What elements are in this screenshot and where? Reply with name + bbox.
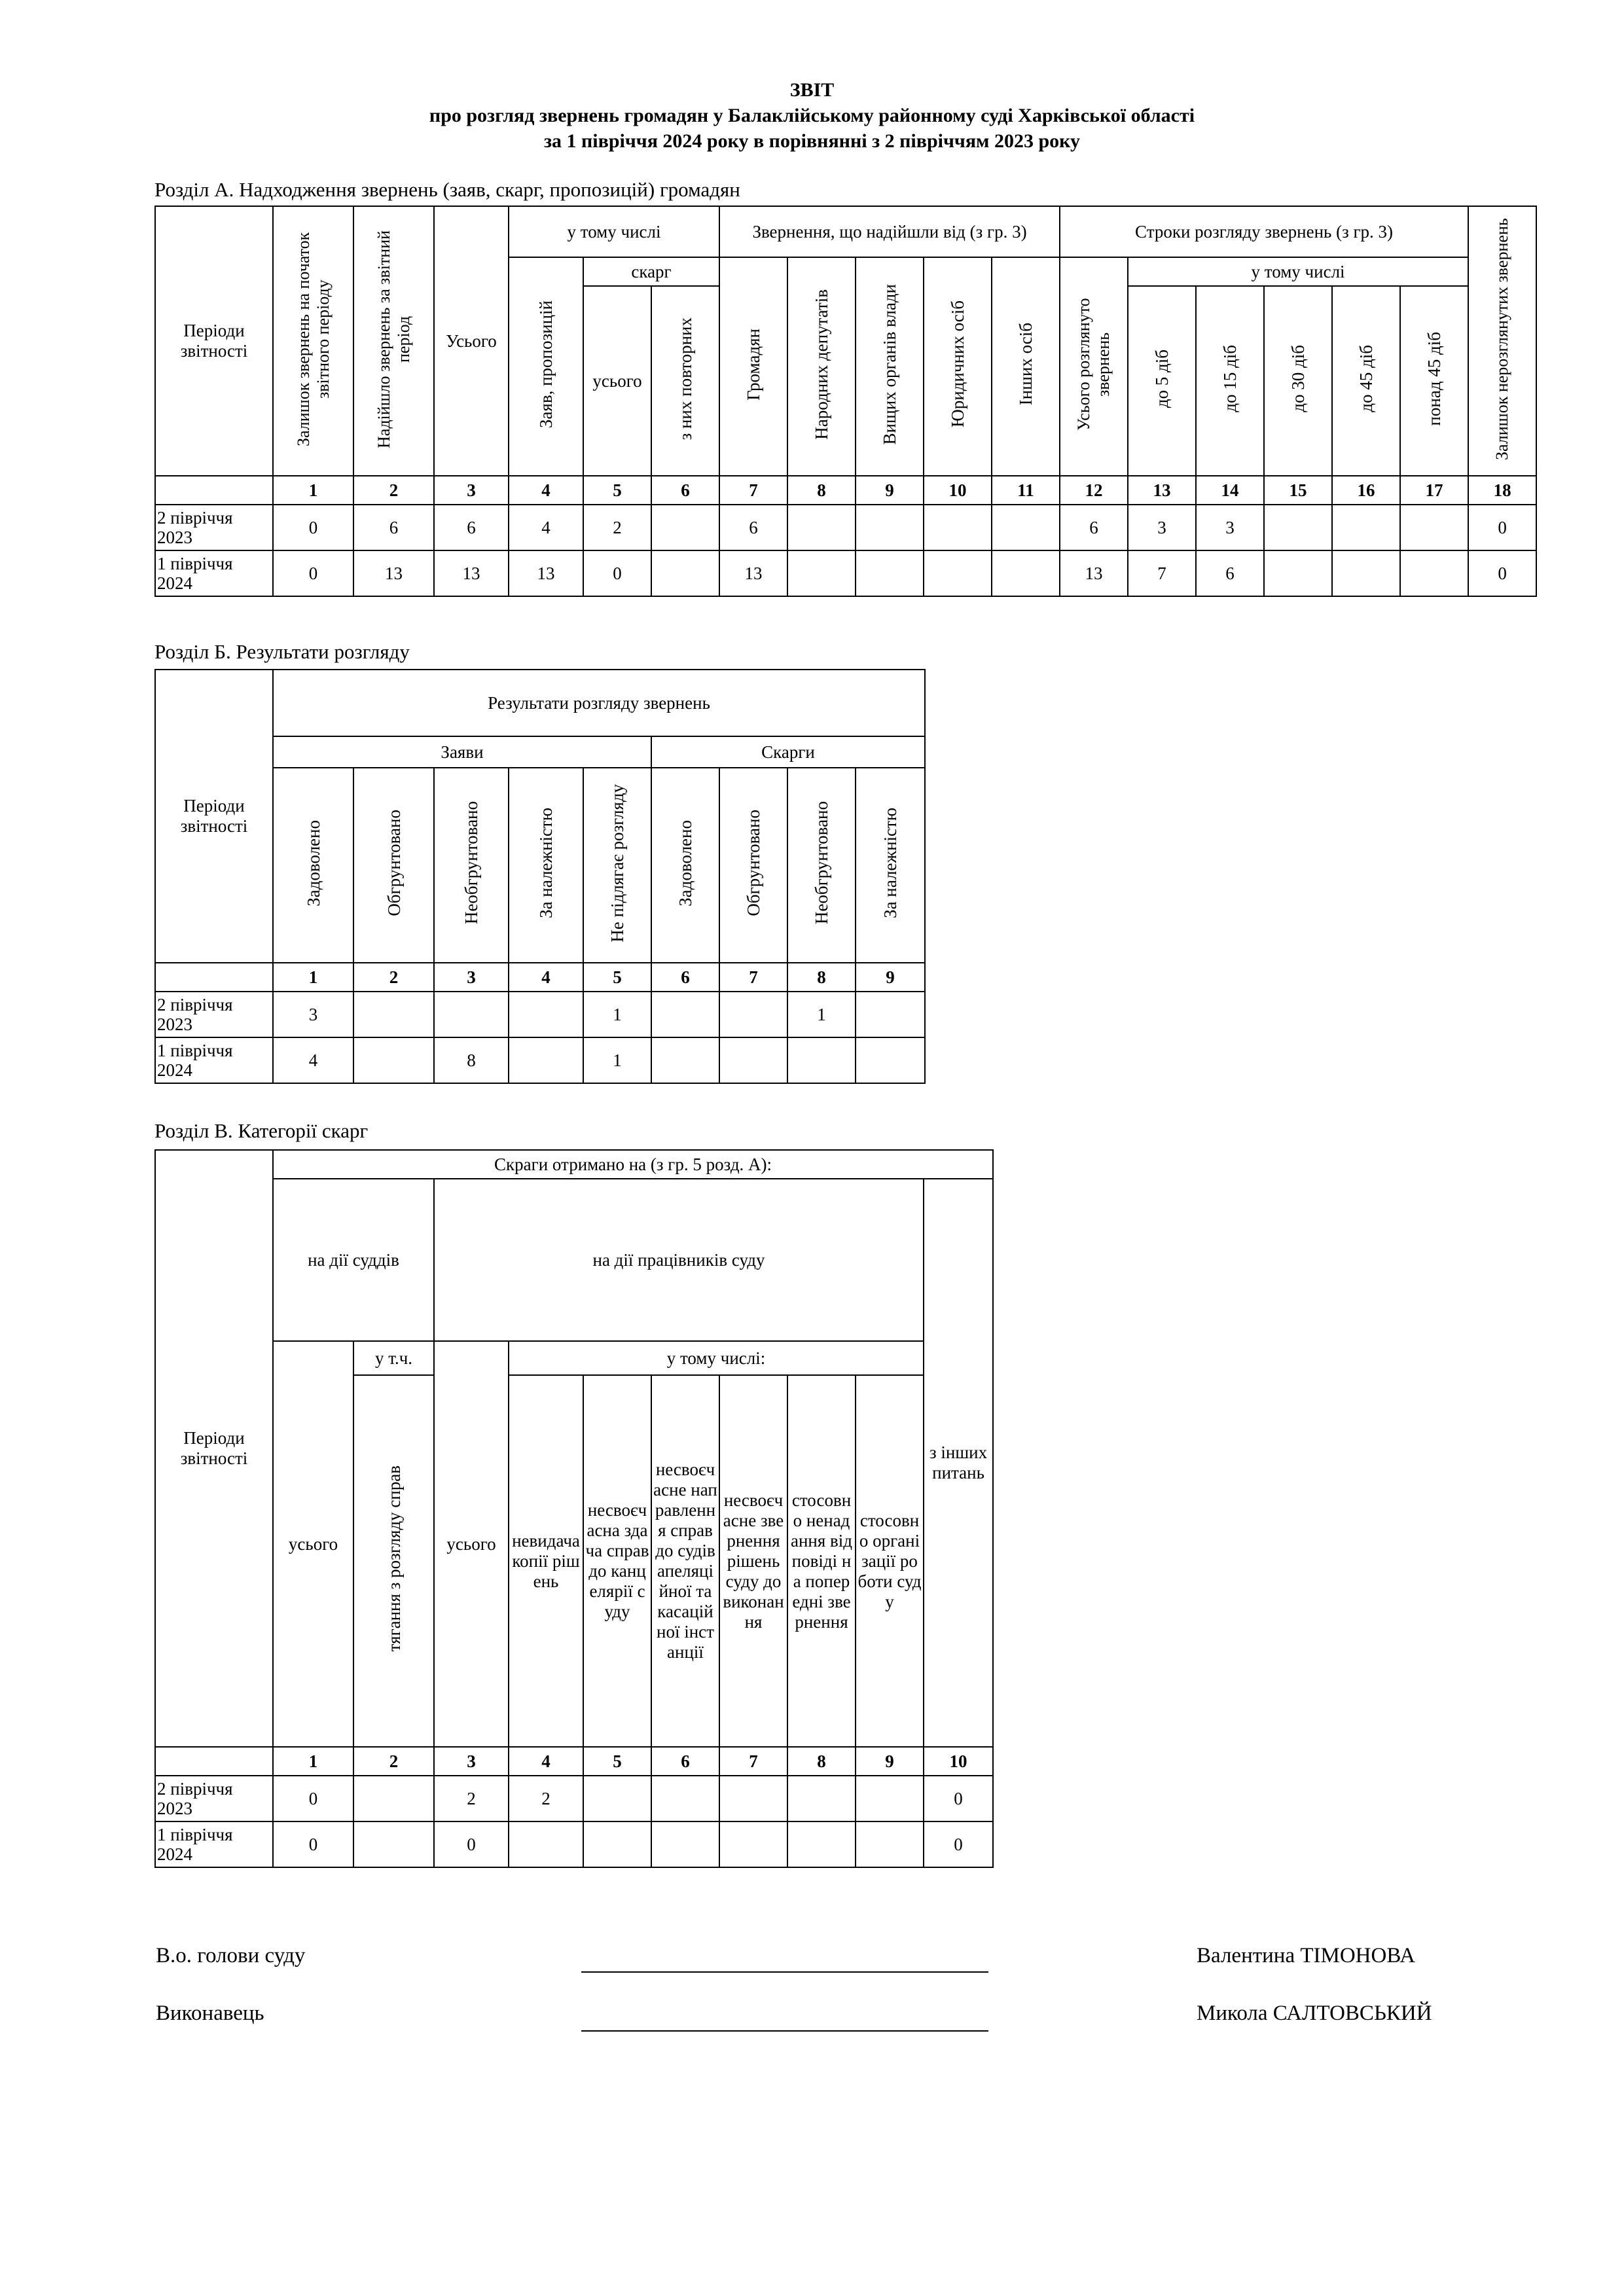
a-legal-header: Юридичних осіб: [924, 257, 992, 476]
b-number-row: 1 2 3 4 5 6 7 8 9: [155, 963, 925, 992]
b-c-explained-header: Обгрунтовано: [719, 768, 787, 963]
b-c-unfounded-header: Необгрунтовано: [787, 768, 856, 963]
c-judges-header: на дії суддів: [273, 1179, 434, 1341]
c-c8-header: стосовно ненадання відповіді на попередні звернення: [787, 1375, 856, 1747]
b-s-satisfied-header: Задоволено: [273, 768, 353, 963]
c-total2-header: усього: [434, 1341, 509, 1747]
b-complaints-header: Скарги: [651, 736, 925, 768]
section-b-title: Розділ Б. Результати розгляду: [154, 640, 410, 663]
c-c4-header: невидача копії рішень: [509, 1375, 583, 1747]
c-delay-header: тягання з розгляду справ: [353, 1375, 434, 1747]
c-periods-header: Періоди звітності: [155, 1150, 273, 1747]
section-a-title: Розділ А. Надходження звернень (заяв, скарг, пропозицій) громадян: [154, 178, 740, 201]
c-c9-header: стосовно організації роботи суду: [856, 1375, 924, 1747]
b-c-jurisdiction-header: За належністю: [856, 768, 925, 963]
c-total1-header: усього: [273, 1341, 353, 1747]
table-row: 2 півріччя 2023 3 1 1: [155, 992, 925, 1037]
a-d30-header: до 30 діб: [1264, 286, 1332, 476]
section-c-table: [154, 1149, 994, 1868]
c-c7-header: несвоєчасне звернення рішень суду до виконання: [719, 1375, 787, 1747]
a-incl2-header: у тому числі: [1128, 257, 1468, 286]
a-others-header: Інших осіб: [992, 257, 1060, 476]
a-d15-header: до 15 діб: [1196, 286, 1264, 476]
head-name: Валентина ТІМОНОВА: [1197, 1944, 1416, 1967]
table-row: 2 півріччя 2023 0 6 6 4 2 6 6 3 3 0: [155, 505, 1536, 550]
table-row: 1 півріччя 2024 0 0 0: [155, 1821, 993, 1867]
c-staff-header: на дії працівників суду: [434, 1179, 924, 1341]
b-periods-header: Періоди звітності: [155, 670, 273, 963]
report-period: за 1 півріччя 2024 року в порівнянні з 2 півріччям 2023 року: [543, 130, 1081, 152]
exec-label: Виконавець: [156, 2001, 264, 2025]
b-s-unfounded-header: Необгрунтовано: [434, 768, 509, 963]
a-citizens-header: Громадян: [719, 257, 787, 476]
c-number-row: 1 2 3 4 5 6 7 8 9 10: [155, 1747, 993, 1776]
a-d5-header: до 5 діб: [1128, 286, 1196, 476]
a-authorities-header: Вищих органів влади: [856, 257, 924, 476]
b-results-header: Результати розгляду звернень: [273, 670, 925, 736]
section-c-title: Розділ В. Категорії скарг: [154, 1119, 369, 1142]
section-b-table: [154, 669, 926, 1084]
table-row: 1 півріччя 2024 0 13 13 13 0 13 13 7 6 0: [155, 550, 1536, 596]
report-title: ЗВІТ: [789, 79, 835, 101]
a-d45-header: до 45 діб: [1332, 286, 1400, 476]
a-complaints-header: скарг: [583, 257, 719, 286]
c-c6-header: несвоєчасне направлення справ до судів апеляційної та касаційної інстанції: [651, 1375, 719, 1747]
head-signature-line: [581, 1971, 988, 1973]
a-complaints-total-header: усього: [583, 286, 651, 476]
b-s-jurisdiction-header: За належністю: [509, 768, 583, 963]
a-incl-header: у тому числі: [509, 206, 719, 257]
a-number-row: 1 2 3 4 5 6 7 8 9 10 11 12 13 14 15 16 17 18: [155, 476, 1536, 505]
b-s-explained-header: Обгрунтовано: [353, 768, 434, 963]
b-statements-header: Заяви: [273, 736, 651, 768]
a-statements-header: Заяв, пропозицій: [509, 257, 583, 476]
a-periods-header: Періоди звітності: [155, 206, 273, 476]
a-considered-header: Усього розглянуто звернень: [1060, 257, 1128, 476]
report-subtitle: про розгляд звернень громадян у Балаклійському районному суді Харківської області: [429, 105, 1195, 126]
a-terms-header: Строки розгляду звернень (з гр. 3): [1060, 206, 1468, 257]
head-label: В.о. голови суду: [156, 1944, 306, 1967]
a-over45-header: понад 45 діб: [1400, 286, 1468, 476]
exec-name: Микола САЛТОВСЬКИЙ: [1197, 2001, 1432, 2025]
a-deputies-header: Народних депутатів: [787, 257, 856, 476]
a-balance-end-header: Залишок нерозглянутих звернень: [1468, 206, 1536, 476]
table-row: 1 півріччя 2024 4 8 1: [155, 1037, 925, 1083]
b-c-satisfied-header: Задоволено: [651, 768, 719, 963]
c-c5-header: несвоєчасна здача справ до канцелярії суду: [583, 1375, 651, 1747]
report-header: [0, 77, 1624, 154]
c-other-header: з інших питань: [924, 1179, 993, 1747]
c-incl-short-header: у т.ч.: [353, 1341, 434, 1375]
a-balance-start-header: Залишок звернень на початок звітного періоду: [273, 206, 353, 476]
a-total-header: Усього: [434, 206, 509, 476]
a-from-header: Звернення, що надійшли від (з гр. 3): [719, 206, 1060, 257]
table-row: 2 півріччя 2023 0 2 2 0: [155, 1776, 993, 1821]
c-received-header: Скраги отримано на (з гр. 5 розд. А):: [273, 1150, 993, 1179]
exec-signature-line: [581, 2030, 988, 2032]
section-a-table: [154, 206, 1537, 597]
a-received-header: Надійшло звернень за звітний період: [353, 206, 434, 476]
c-incl-header: у тому числі:: [509, 1341, 924, 1375]
b-s-not-subject-header: Не підлягає розгляду: [583, 768, 651, 963]
a-complaints-repeat-header: з них повторних: [651, 286, 719, 476]
